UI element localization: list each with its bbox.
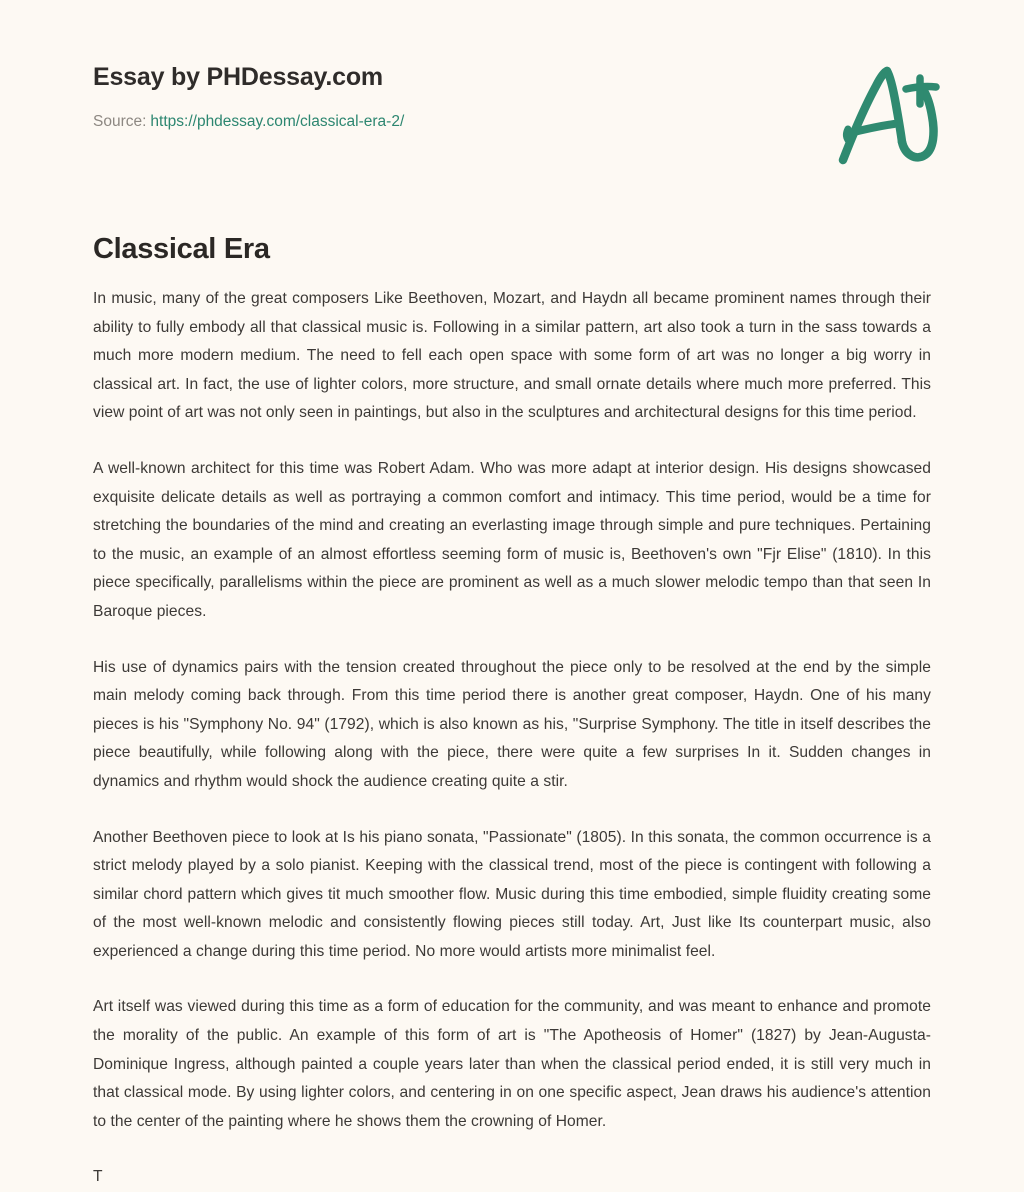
- paragraph: Another Beethoven piece to look at Is his piano sonata, "Passionate" (1805). In this sonata, the common occurrence is a strict melody played by a solo pianist. Keeping with the classical trend, most of the piece is contingent with following a similar chord pattern which gives tit much smoother flow. Music during this time embodied, simple fluidity creating some of the most well-known melodic and consistently flowing pieces still today. Art, Just like Its counterpart music, also experienced a change during this time period. No more would artists more minimalist feel.: [93, 828, 931, 960]
- document-header: [93, 62, 948, 172]
- paragraph: His use of dynamics pairs with the tension created throughout the piece only to be resolved at the end by the simple main melody coming back through. From this time period there is another great composer, Haydn. One of his many pieces is his "Symphony No. 94" (1792), which is also known as his, "Surprise Symphony. The title in itself describes the piece beautifully, while following along with the piece, there were quite a few surprises In it. Sudden changes in dynamics and rhythm would shock the audience creating quite a stir.: [93, 658, 931, 790]
- source-line: [93, 113, 948, 131]
- source-url-link[interactable]: https://phdessay.com/classical-era-2/: [150, 113, 405, 130]
- source-label: Source:: [93, 113, 147, 130]
- aplus-logo-icon: [828, 60, 948, 170]
- aplus-logo-glyph: [828, 60, 948, 170]
- paragraph: A well-known architect for this time was Robert Adam. Who was more adapt at interior design. His designs showcased exquisite delicate details as well as portraying a common comfort and intimacy. This time period, would be a time for stretching the boundaries of the mind and creating an everlasting image through simple and pure techniques. Pertaining to the music, an example of an almost effortless seeming form of music is, Beethoven's own "Fjr Elise" (1810). In this piece specifically, parallelisms within the piece are prominent as well as a much slower melodic tempo than that seen In Baroque pieces.: [93, 459, 931, 620]
- page-title: Classical Era: [93, 233, 270, 266]
- paragraph: In music, many of the great composers Like Beethoven, Mozart, and Haydn all became prominent names through their ability to fully embody all that classical music is. Following in a similar pattern, art also took a turn in the sass towards a much more modern medium. The need to fell each open space with some form of art was no longer a big worry in classical art. In fact, the use of lighter colors, more structure, and small ornate details where much more preferred. This view point of art was not only seen in paintings, but also in the sculptures and architectural designs for this time period.: [93, 290, 931, 422]
- article-body: [93, 285, 931, 1192]
- brand-title: Essay by PHDessay.com: [93, 63, 383, 91]
- paragraph-truncated: T: [93, 1168, 103, 1186]
- paragraph: Art itself was viewed during this time as a form of education for the community, and was meant to enhance and promote the morality of the public. An example of this form of art is "The Apotheosis of Homer" (1827) by Jean-Augusta-Dominique Ingress, although painted a couple years later than when the classical period ended, it is still very much in that classical mode. By using lighter colors, and centering in on one specific aspect, Jean draws his audience's attention to the center of the painting where he shows them the crowning of Homer.: [93, 998, 931, 1130]
